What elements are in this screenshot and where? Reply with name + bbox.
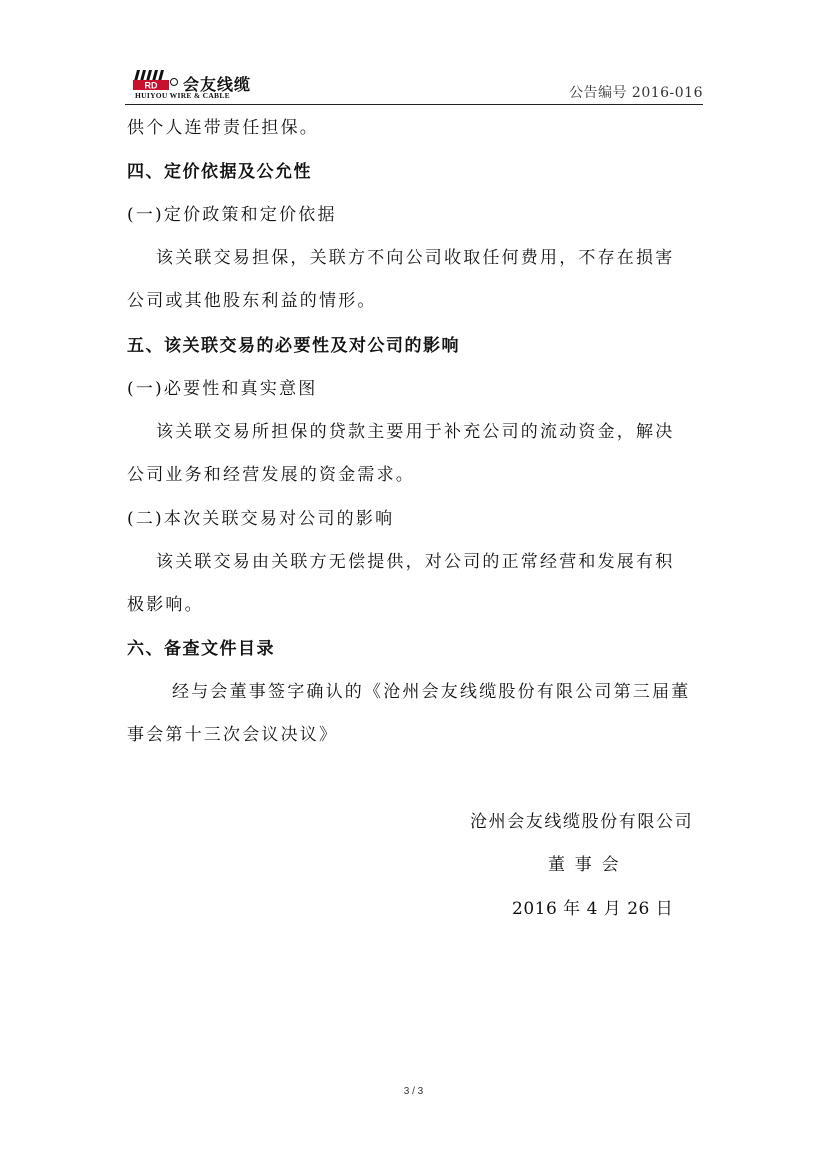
signature-date: 2016 年 4 月 26 日: [512, 899, 674, 919]
section-5-paragraph-1-line-2: 公司业务和经营发展的资金需求。: [127, 465, 415, 485]
section-5-subheading-1: (一)必要性和真实意图: [127, 379, 318, 399]
section-5-heading: 五、该关联交易的必要性及对公司的影响: [127, 336, 460, 356]
logo-english-name: HUIYOU WIRE & CABLE: [135, 91, 230, 100]
signature-company: 沧州会友线缆股份有限公司: [470, 812, 694, 832]
section-5-paragraph-2-line-1: 该关联交易由关联方无偿提供，对公司的正常经营和发展有积: [156, 552, 675, 572]
announcement-number: 公告编号 2016-016: [568, 85, 703, 101]
page-number: 3 / 3: [403, 1086, 424, 1097]
section-5-subheading-2: (二)本次关联交易对公司的影响: [127, 509, 395, 529]
signature-board: 董 事 会: [548, 855, 621, 875]
logo-mark-text: RD: [144, 80, 158, 91]
section-6-paragraph-line-2: 事会第十三次会议决议》: [127, 725, 339, 745]
logo-chinese-name: 会友线缆: [183, 75, 252, 94]
section-4-subheading-1: (一)定价政策和定价依据: [127, 205, 337, 225]
section-5-paragraph-1-line-1: 该关联交易所担保的贷款主要用于补充公司的流动资金，解决: [156, 422, 675, 442]
section-6-paragraph-line-1: 经与会董事签字确认的《沧州会友线缆股份有限公司第三届董: [172, 682, 691, 702]
section-6-heading: 六、备查文件目录: [127, 639, 275, 659]
continued-text-line: 供个人连带责任担保。: [127, 118, 319, 138]
section-4-heading: 四、定价依据及公允性: [127, 162, 312, 182]
section-4-paragraph-line-2: 公司或其他股东利益的情形。: [127, 291, 377, 311]
logo-mark-icon: [133, 70, 179, 92]
section-4-paragraph-line-1: 该关联交易担保，关联方不向公司收取任何费用，不存在损害: [156, 248, 675, 268]
company-logo: [133, 70, 303, 100]
page-header: [125, 66, 703, 105]
section-5-paragraph-2-line-2: 极影响。: [127, 595, 204, 615]
